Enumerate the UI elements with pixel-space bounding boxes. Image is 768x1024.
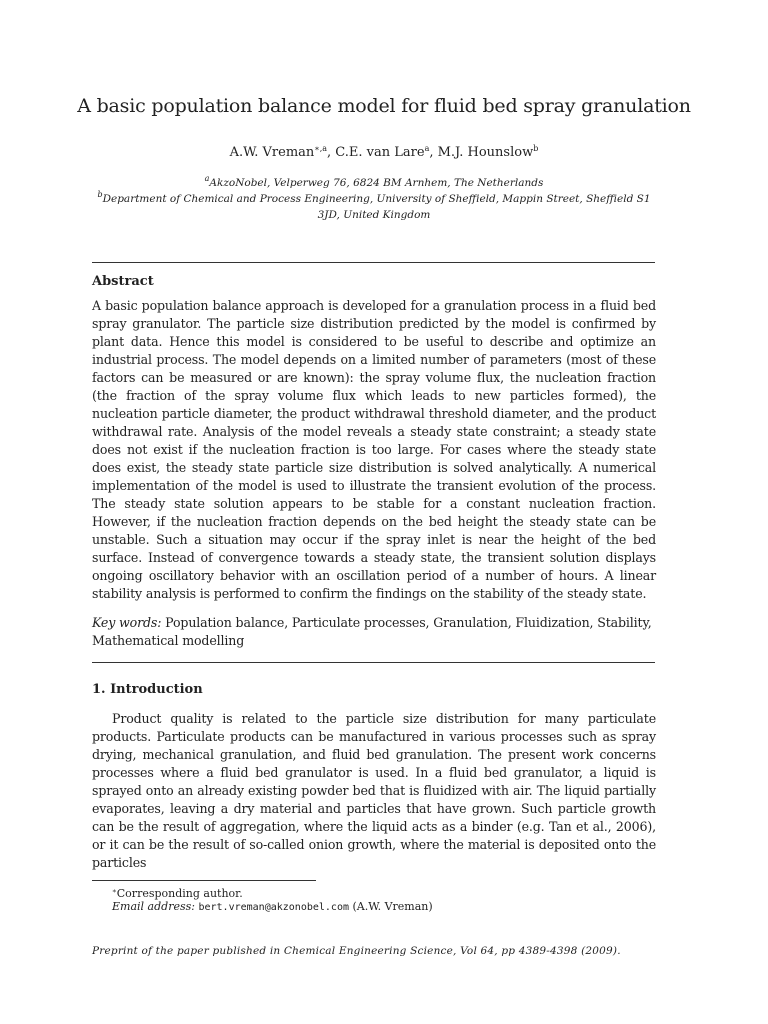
email-owner: (A.W. Vreman) — [352, 900, 433, 913]
email-label: Email address: — [112, 900, 195, 913]
introduction-body: Product quality is related to the particle size distribution for many particulate products. Particulate products can be manufactured in various processes such as spray drying, mechanical granulation, and fluid bed granulation. The present work concerns processes where a fluid bed granulator is used. In a fluid bed granulator, a liquid is sprayed onto an already existing powder bed that is fluidized with air. The liquid partially evaporates, leaving a dry material and particles that have grown. Such particle growth can be the result of aggregation, where the liquid acts as a binder (e.g. Tan et al., 2006), or it can be the result of so-called onion growth, where the material is deposited onto the particles — [92, 711, 656, 870]
author: A.W. Vreman$^{∗,a}$, — [229, 144, 336, 160]
footnote-email — [112, 899, 433, 916]
abstract-top-rule — [92, 262, 655, 263]
abstract-heading: Abstract — [92, 274, 154, 289]
keywords-text: Population balance, Particulate processes, Granulation, Fluidization, Stability, Mathematical modelling — [92, 615, 652, 648]
keywords-label: Key words: — [92, 615, 162, 630]
abstract-bottom-rule — [92, 662, 655, 663]
footnote-rule — [92, 880, 316, 881]
preprint-note: Preprint of the paper published in Chemical Engineering Science, Vol 64, pp 4389-4398 (2009). — [92, 945, 621, 957]
author: C.E. van Lare$^a$, — [335, 144, 438, 160]
author-list — [0, 144, 768, 160]
affiliation-a: $^a$AkzoNobel, Velperweg 76, 6824 BM Arnhem, The Netherlands — [204, 174, 544, 189]
email-address[interactable]: bert.vreman@akzonobel.com — [198, 902, 349, 913]
keywords — [92, 614, 656, 650]
abstract-body: A basic population balance approach is developed for a granulation process in a fluid bed spray granulator. The particle size distribution predicted by the model is confirmed by plant data. Hence this model is considered to be useful to describe and optimize an industrial process. The model depends on a limited number of parameters (most of these factors can be measured or are known): the spray volume flux, the nucleation fraction (the fraction of the spray volume flux which leads to new particles formed), the nucleation particle diameter, the product withdrawal threshold diameter, and the product withdrawal rate. Analysis of the model reveals a steady state constraint; a steady state does not exist if the nucleation fraction is too large. For cases where the steady state does exist, the steady state particle size distribution is solved analytically. A numerical implementation of the model is used to illustrate the transient evolution of the process. The steady state solution appears to be stable for a constant nucleation fraction. However, if the nucleation fraction depends on the bed height the steady state can be unstable. Such a situation may occur if the spray inlet is near the height of the bed surface. Instead of convergence towards a steady state, the transient solution displays ongoing oscillatory behavior with an oscillation period of a number of hours. A linear stability analysis is performed to confirm the findings on the stability of the steady state. — [92, 298, 656, 601]
author: M.J. Hounslow$^b$ — [437, 144, 539, 160]
affiliation-b: $^b$Department of Chemical and Process Engineering, University of Sheffield, Mappin Street, Sheffield S1 3JD, United Kingdom — [97, 190, 651, 221]
footnote-corresponding: ∗Corresponding author. — [112, 887, 243, 900]
paper-title: A basic population balance model for fluid bed spray granulation — [77, 95, 691, 117]
introduction-heading: 1. Introduction — [92, 682, 203, 697]
